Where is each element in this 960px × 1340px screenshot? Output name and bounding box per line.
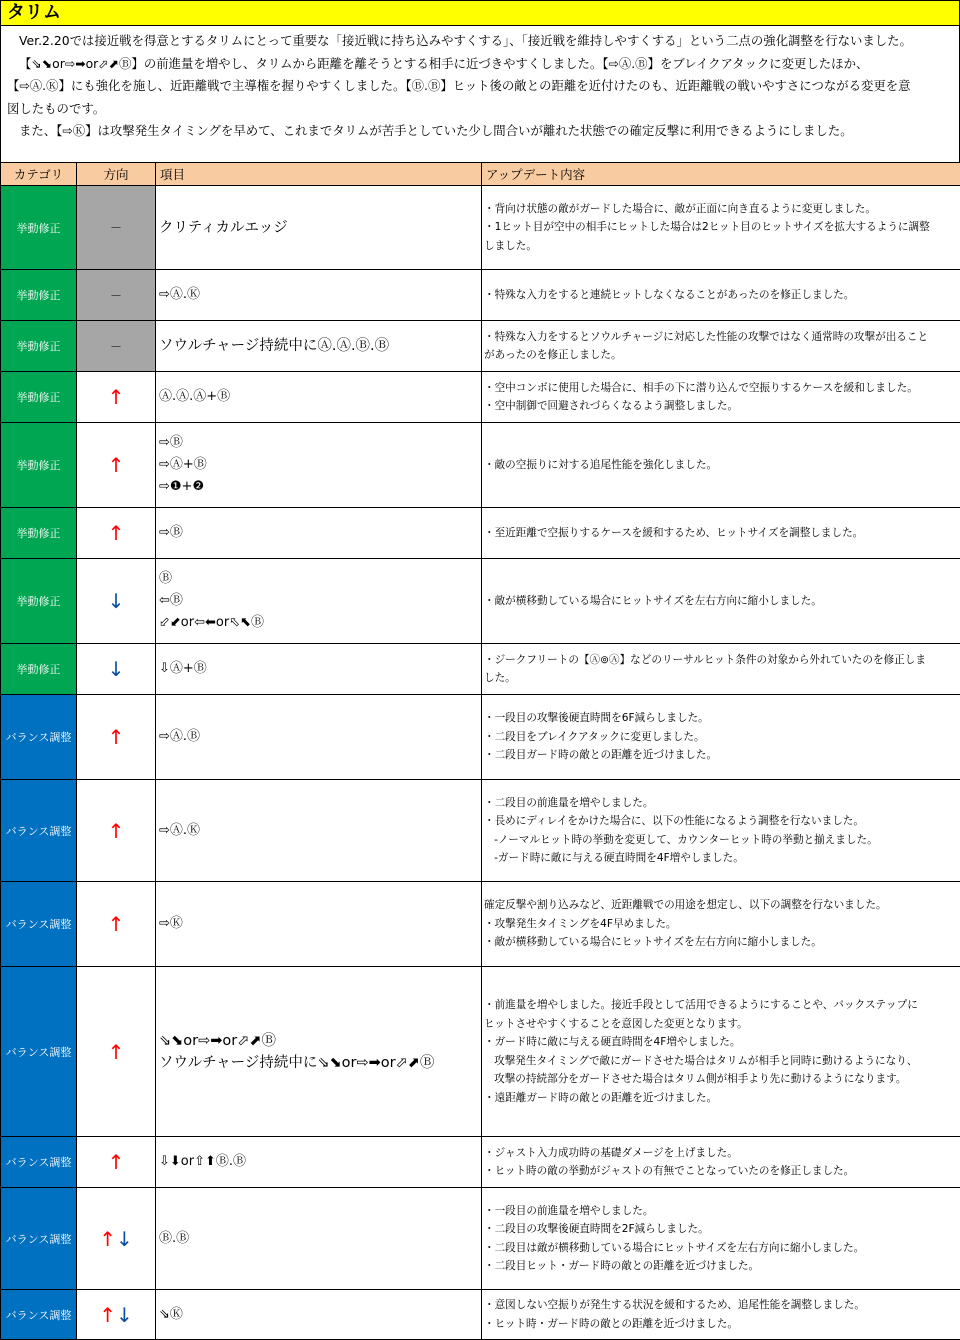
item-line: ⇨Ⓚ (159, 913, 481, 935)
table-row (1, 882, 960, 967)
arrow-up-icon: ↑ (99, 1227, 116, 1251)
table-row (1, 423, 960, 508)
category-cell: 挙動修正 (1, 321, 77, 372)
table-row (1, 1188, 960, 1290)
update-cell (482, 186, 960, 270)
item-cell (156, 780, 482, 882)
table-row (1, 967, 960, 1137)
update-line: ・前進量を増やしました。接近手段として活用できるようにすることや、バックステップに (484, 996, 960, 1015)
arrow-down-icon: ↓ (116, 1227, 133, 1251)
direction-cell (77, 508, 156, 559)
category-cell: バランス調整 (1, 1188, 77, 1290)
update-line: ・長めにディレイをかけた場合に、以下の性能になるよう調整を行ないました。 (484, 812, 960, 831)
header-item: 項目 (156, 163, 482, 186)
category-cell: バランス調整 (1, 967, 77, 1137)
direction-cell (77, 695, 156, 780)
update-cell (482, 559, 960, 644)
table-row (1, 780, 960, 882)
update-line: した。 (484, 669, 960, 688)
arrow-up-icon: ↑ (108, 1040, 125, 1064)
direction-cell (77, 1188, 156, 1290)
category-cell: バランス調整 (1, 1290, 77, 1340)
table-row (1, 1290, 960, 1340)
direction-cell: － (77, 270, 156, 321)
table-row (1, 695, 960, 780)
update-cell (482, 270, 960, 321)
table-row (1, 372, 960, 423)
page-title: タリム (0, 0, 960, 26)
header-update: アップデート内容 (482, 163, 960, 186)
update-cell (482, 644, 960, 695)
direction-cell (77, 372, 156, 423)
table-row (1, 644, 960, 695)
category-cell: バランス調整 (1, 695, 77, 780)
item-line: ソウルチャージ持続中に⇘⬊or⇨➡or⬀⬈Ⓑ (159, 1052, 481, 1074)
update-line: ・意図しない空振りが発生する状況を緩和するため、追尾性能を調整しました。 (484, 1296, 960, 1315)
direction-cell: － (77, 321, 156, 372)
update-line: ・特殊な入力をすると連続ヒットしなくなることがあったのを修正しました。 (484, 286, 960, 305)
update-cell (482, 372, 960, 423)
update-cell (482, 695, 960, 780)
arrow-up-icon: ↑ (108, 521, 125, 545)
update-line: ・二段目の攻撃後硬直時間を2F減らしました。 (484, 1220, 960, 1239)
arrow-up-icon: ↑ (99, 1303, 116, 1327)
item-cell (156, 967, 482, 1137)
category-cell: バランス調整 (1, 1137, 77, 1188)
direction-cell (77, 423, 156, 508)
category-cell: 挙動修正 (1, 270, 77, 321)
table-row (1, 270, 960, 321)
update-line: ・敵が横移動している場合にヒットサイズを左右方向に縮小しました。 (484, 933, 960, 952)
update-line: 攻撃発生タイミングで敵にガードさせた場合はタリムが相手と同時に動けるようになり、 (484, 1052, 960, 1071)
update-line: ・二段目をブレイクアタックに変更しました。 (484, 728, 960, 747)
update-line: ヒットさせやすくすることを意図した変更となります。 (484, 1015, 960, 1034)
direction-cell (77, 967, 156, 1137)
update-cell (482, 423, 960, 508)
item-cell (156, 186, 482, 270)
update-table (0, 162, 960, 1340)
item-line: ⇩Ⓐ+Ⓑ (159, 658, 481, 680)
update-cell (482, 321, 960, 372)
update-line: ・至近距離で空振りするケースを緩和するため、ヒットサイズを調整しました。 (484, 524, 960, 543)
update-cell (482, 967, 960, 1137)
update-line: ・一段目の攻撃後硬直時間を6F減らしました。 (484, 709, 960, 728)
item-cell (156, 423, 482, 508)
item-line: ⇦Ⓑ (159, 590, 481, 612)
update-cell (482, 1290, 960, 1340)
item-line: ⇨Ⓑ (159, 522, 481, 544)
item-line: ⇨Ⓐ.Ⓚ (159, 284, 481, 306)
intro-text (0, 26, 960, 162)
update-line: ・ヒット時・ガード時の敵との距離を近づけました。 (484, 1315, 960, 1334)
table-row (1, 559, 960, 644)
update-line: ・敵が横移動している場合にヒットサイズを左右方向に縮小しました。 (484, 592, 960, 611)
update-line: ・遠距離ガード時の敵との距離を近づけました。 (484, 1089, 960, 1108)
category-cell: 挙動修正 (1, 186, 77, 270)
item-line: Ⓑ.Ⓑ (159, 1228, 481, 1250)
item-cell (156, 644, 482, 695)
category-cell: 挙動修正 (1, 423, 77, 508)
item-line: クリティカルエッジ (159, 217, 481, 239)
update-line: ・ガード時に敵に与える硬直時間を4F増やしました。 (484, 1033, 960, 1052)
direction-cell: － (77, 186, 156, 270)
update-cell (482, 508, 960, 559)
table-row (1, 186, 960, 270)
category-cell: バランス調整 (1, 882, 77, 967)
arrow-up-icon: ↑ (108, 453, 125, 477)
category-cell: 挙動修正 (1, 372, 77, 423)
update-line: しました。 (484, 237, 960, 256)
item-line: ソウルチャージ持続中にⒶ.Ⓐ.Ⓑ.Ⓑ (159, 335, 481, 357)
header-direction: 方向 (77, 163, 156, 186)
direction-cell (77, 1137, 156, 1188)
arrow-up-icon: ↑ (108, 725, 125, 749)
item-cell (156, 1188, 482, 1290)
arrow-down-icon: ↓ (108, 589, 125, 613)
update-line: ・背向け状態の敵がガードした場合に、敵が正面に向き直るように変更しました。 (484, 200, 960, 219)
direction-cell (77, 559, 156, 644)
update-line: ・ジークフリートの【Ⓐ⊚Ⓐ】などのリーサルヒット条件の対象から外れていたのを修正しま (484, 651, 960, 670)
item-cell (156, 372, 482, 423)
item-cell (156, 1137, 482, 1188)
item-line: ⇨Ⓐ.Ⓑ (159, 726, 481, 748)
update-cell (482, 882, 960, 967)
category-cell: 挙動修正 (1, 508, 77, 559)
item-line: Ⓐ.Ⓐ.Ⓐ+Ⓑ (159, 386, 481, 408)
update-line: ・特殊な入力をするとソウルチャージに対応した性能の攻撃ではなく通常時の攻撃が出ること (484, 328, 960, 347)
item-line: ⇩⬇or⇧⬆Ⓑ.Ⓑ (159, 1151, 481, 1173)
direction-cell (77, 882, 156, 967)
direction-cell (77, 1290, 156, 1340)
update-line: ・一段目の前進量を増やしました。 (484, 1202, 960, 1221)
arrow-down-icon: ↓ (116, 1303, 133, 1327)
category-cell: 挙動修正 (1, 559, 77, 644)
update-line: ・ヒット時の敵の挙動がジャストの有無でことなっていたのを修正しました。 (484, 1162, 960, 1181)
item-line: ⇘⬊or⇨➡or⬀⬈Ⓑ (159, 1030, 481, 1052)
update-line: -ノーマルヒット時の挙動を変更して、カウンターヒット時の挙動と揃えました。 (484, 831, 960, 850)
intro-line: 図したものです。 (7, 98, 951, 121)
update-line: ・二段目の前進量を増やしました。 (484, 794, 960, 813)
intro-line: Ver.2.20では接近戦を得意とするタリムにとって重要な「接近戦に持ち込みやすくする」、「接近戦を維持しやすくする」という二点の強化調整を行ないました。 (7, 30, 951, 53)
update-line: ・二段目は敵が横移動している場合にヒットサイズを左右方向に縮小しました。 (484, 1239, 960, 1258)
item-cell (156, 559, 482, 644)
table-row (1, 508, 960, 559)
table-header-row (1, 163, 960, 186)
item-cell (156, 508, 482, 559)
update-line: ・空中コンボに使用した場合に、相手の下に潜り込んで空振りするケースを緩和しました。 (484, 379, 960, 398)
update-line: -ガード時に敵に与える硬直時間を4F増やしました。 (484, 849, 960, 868)
update-cell (482, 1137, 960, 1188)
arrow-up-icon: ↑ (108, 1150, 125, 1174)
item-line: ⇨Ⓐ.Ⓚ (159, 820, 481, 842)
update-line: 確定反撃や割り込みなど、近距離戦での用途を想定し、以下の調整を行ないました。 (484, 896, 960, 915)
item-line: ⇨Ⓑ (159, 432, 481, 454)
update-line: ・空中制御で回避されづらくなるよう調整しました。 (484, 397, 960, 416)
update-line: ・二段目ヒット・ガード時の敵との距離を近づけました。 (484, 1257, 960, 1276)
item-line: Ⓑ (159, 568, 481, 590)
item-line: ⇘Ⓚ (159, 1304, 481, 1326)
update-cell (482, 1188, 960, 1290)
update-line: があったのを修正しました。 (484, 346, 960, 365)
update-cell (482, 780, 960, 882)
arrow-down-icon: ↓ (108, 657, 125, 681)
intro-line: 【⇘⬊or⇨➡or⬀⬈Ⓑ】の前進量を増やし、タリムから距離を離そうとする相手に近づきやすくしました。【⇨Ⓐ.Ⓑ】をブレイクアタックに変更したほか、 (7, 53, 951, 76)
update-line: ・敵の空振りに対する追尾性能を強化しました。 (484, 456, 960, 475)
update-line: ・二段目ガード時の敵との距離を近づけました。 (484, 746, 960, 765)
intro-line: 【⇨Ⓐ.Ⓚ】にも強化を施し、近距離戦で主導権を握りやすくしました。【Ⓑ.Ⓑ】ヒット後の敵との距離を近付けたのも、近距離戦の戦いやすさにつながる変更を意 (7, 75, 951, 98)
category-cell: 挙動修正 (1, 644, 77, 695)
update-line: ・攻撃発生タイミングを4F早めました。 (484, 915, 960, 934)
item-cell (156, 270, 482, 321)
header-category: カテゴリ (1, 163, 77, 186)
arrow-up-icon: ↑ (108, 912, 125, 936)
table-row (1, 321, 960, 372)
direction-cell (77, 644, 156, 695)
update-line: ・1ヒット目が空中の相手にヒットした場合は2ヒット目のヒットサイズを拡大するように調整 (484, 218, 960, 237)
category-cell: バランス調整 (1, 780, 77, 882)
item-cell (156, 321, 482, 372)
item-cell (156, 695, 482, 780)
update-line: 攻撃の持続部分をガードさせた場合はタリム側が相手より先に動けるようになります。 (484, 1070, 960, 1089)
direction-cell (77, 780, 156, 882)
arrow-up-icon: ↑ (108, 819, 125, 843)
item-line: ⬃⬋or⇦⬅or⬁⬉Ⓑ (159, 612, 481, 634)
item-line: ⇨❶+❷ (159, 476, 481, 498)
item-cell (156, 882, 482, 967)
table-row (1, 1137, 960, 1188)
item-line: ⇨Ⓐ+Ⓑ (159, 454, 481, 476)
arrow-up-icon: ↑ (108, 385, 125, 409)
update-line: ・ジャスト入力成功時の基礎ダメージを上げました。 (484, 1144, 960, 1163)
item-cell (156, 1290, 482, 1340)
intro-line: また、【⇨Ⓚ】は攻撃発生タイミングを早めて、これまでタリムが苦手としていた少し間合いが離れた状態での確定反撃に利用できるようにしました。 (7, 120, 951, 143)
